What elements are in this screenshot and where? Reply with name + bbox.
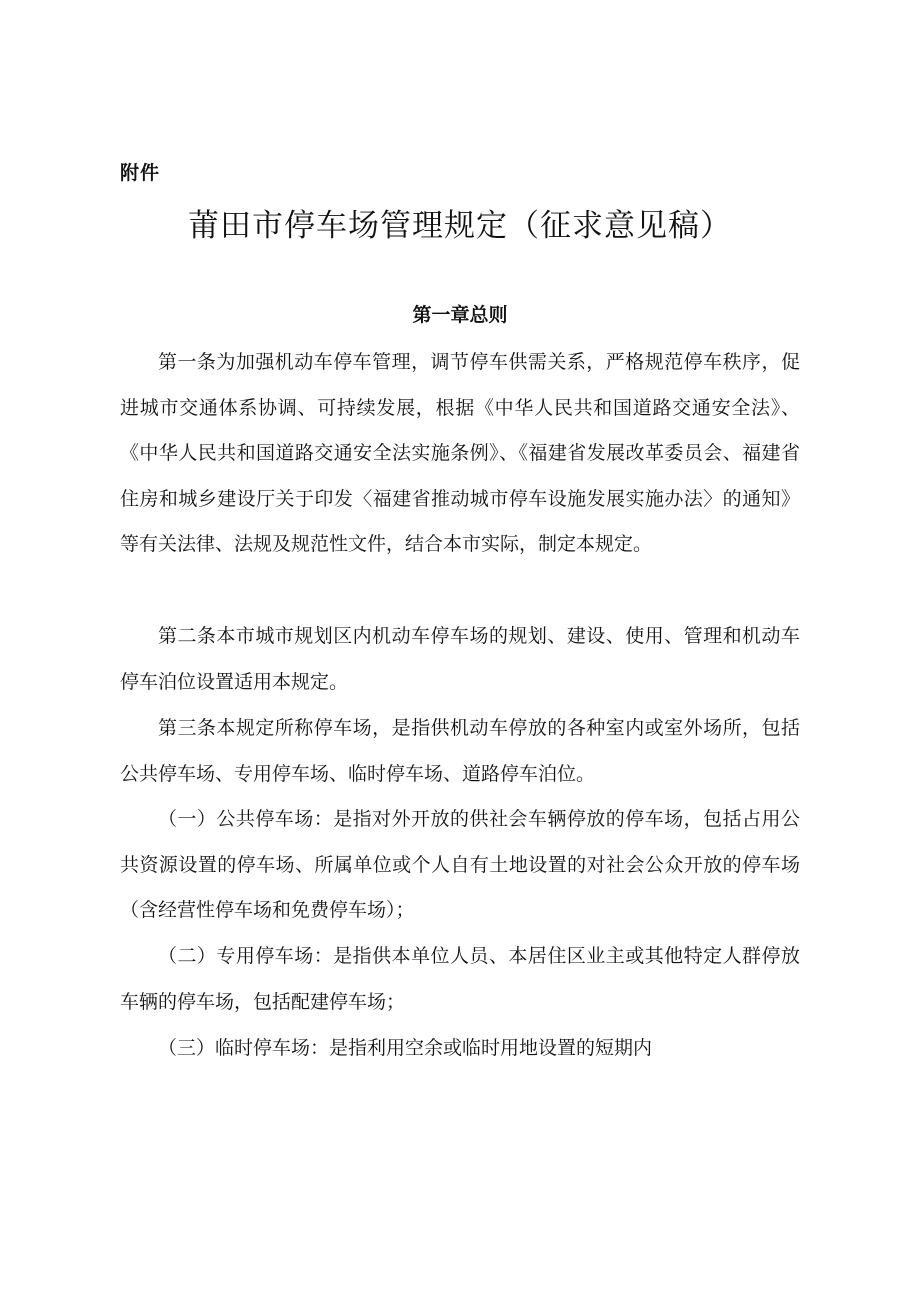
- attachment-label: 附件: [120, 162, 161, 184]
- article-2-paragraph: 第二条本市城市规划区内机动车停车场的规划、建设、使用、管理和机动车停车泊位设置适用本规定。: [120, 625, 800, 693]
- article-3-paragraph: 第三条本规定所称停车场，是指供机动车停放的各种室内或室外场所，包括公共停车场、专用停车场、临时停车场、道路停车泊位。: [120, 717, 800, 785]
- dedicated-parking-item: （二）专用停车场：是指供本单位人员、本居住区业主或其他特定人群停放车辆的停车场，包括配建停车场；: [120, 945, 800, 1013]
- article-1-paragraph: 第一条为加强机动车停车管理，调节停车供需关系，严格规范停车秩序，促进城市交通体系协调、可持续发展，根据《中华人民共和国道路交通安全法》、《中华人民共和国道路交通安全法实施条例》、《福建省发展改革委员会、福建省住房和城乡建设厅关于印发〈福建省推动城市停车设施发展实施办法〉的通知》等有关法律、法规及规范性文件，结合本市实际，制定本规定。: [120, 351, 800, 556]
- document-title: 莆田市停车场管理规定（征求意见稿）: [188, 208, 732, 244]
- temporary-parking-item: （三）临时停车场：是指利用空余或临时用地设置的短期内: [158, 1037, 653, 1059]
- chapter-heading: 第一章总则: [412, 304, 508, 326]
- public-parking-item: （一）公共停车场：是指对外开放的供社会车辆停放的停车场，包括占用公共资源设置的停车场、所属单位或个人自有土地设置的对社会公众开放的停车场（含经营性停车场和免费停车场）；: [120, 808, 800, 922]
